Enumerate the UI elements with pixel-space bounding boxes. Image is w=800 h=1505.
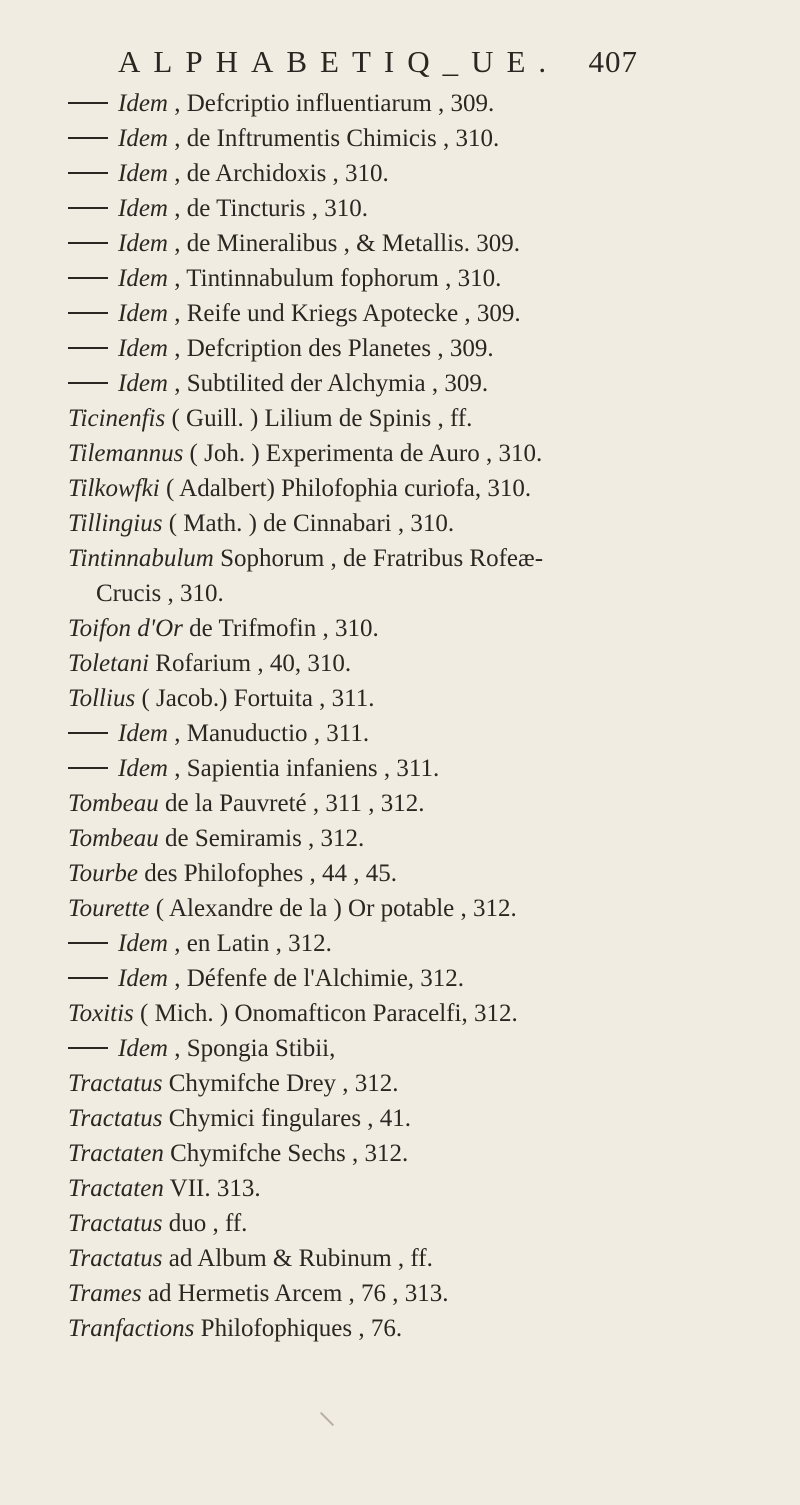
entry-text: , Defcriptio influentiarum , 309. [174,90,495,117]
index-entry [68,1276,768,1311]
index-entry [68,191,768,226]
entry-text: , Subtilited der Alchymia , 309. [174,370,489,397]
index-entry [68,786,768,821]
entry-text: duo , ff. [168,1210,248,1237]
entry-text: de Semiramis , 312. [165,825,365,852]
entry-headword: Ticinenfis [68,405,166,432]
entry-text: , de Tincturis , 310. [174,195,369,222]
index-entry [68,926,768,961]
entry-text: ( Adalbert) Philofophia curiofa, 310. [165,475,532,502]
index-entry [68,891,768,926]
index-entry [68,156,768,191]
entry-headword: Idem [118,265,168,292]
ditto-dash [68,382,108,384]
entry-headword: Idem [118,160,168,187]
running-header [118,44,638,84]
paper-mark [320,1412,334,1426]
index-entry [68,436,768,471]
entry-text: de la Pauvreté , 311 , 312. [165,790,425,817]
entry-headword: Tourette [68,895,150,922]
entry-text: Rofarium , 40, 310. [155,650,352,677]
entry-text: ( Alexandre de la ) Or potable , 312. [155,895,517,922]
ditto-dash [68,312,108,314]
index-entry [68,1206,768,1241]
entry-text: VII. 313. [169,1175,261,1202]
index-entry [68,506,768,541]
ditto-dash [68,767,108,769]
entry-text: des Philofophes , 44 , 45. [144,860,397,887]
entry-text: , Manuductio , 311. [174,720,370,747]
index-entry [68,821,768,856]
index-entry [68,366,768,401]
ditto-dash [68,1047,108,1049]
entry-headword: Tollius [68,685,136,712]
entry-headword: Tilemannus [68,440,184,467]
entry-text: ( Guill. ) Lilium de Spinis , ff. [171,405,473,432]
entry-headword: Toxitis [68,1000,134,1027]
entry-text: ( Math. ) de Cinnabari , 310. [168,510,455,537]
index-entry [68,226,768,261]
page-number: 407 [588,44,638,79]
entry-text: , Defcription des Planetes , 309. [174,335,494,362]
entry-text: Chymifche Sechs , 312. [170,1140,409,1167]
ditto-dash [68,102,108,104]
index-entry [68,1311,768,1346]
index-entry [68,716,768,751]
ditto-dash [68,347,108,349]
entry-text: , Reife und Kriegs Apotecke , 309. [174,300,521,327]
entry-continuation: Crucis , 310. [96,580,224,607]
entry-headword: Idem [118,230,168,257]
entry-headword: Toletani [68,650,150,677]
entry-text: Sophorum , de Fratribus Rofeæ- [220,545,544,572]
entry-text: , en Latin , 312. [174,930,332,957]
entry-text: , de Archidoxis , 310. [174,160,389,187]
index-entry [68,751,768,786]
entry-headword: Tractaten [68,1140,164,1167]
entry-headword: Idem [118,335,168,362]
index-entry [68,86,768,121]
ditto-dash [68,172,108,174]
entry-headword: Idem [118,755,168,782]
entry-headword: Tranfactions [68,1315,195,1342]
entry-text: ( Mich. ) Onomafticon Paracelfi, 312. [140,1000,518,1027]
entry-headword: Idem [118,90,168,117]
entry-headword: Tractatus [68,1070,163,1097]
ditto-dash [68,242,108,244]
ditto-dash [68,977,108,979]
ditto-dash [68,277,108,279]
header-title: ALPHABETIQ_UE. [118,44,560,79]
entry-headword: Idem [118,300,168,327]
entry-headword: Idem [118,370,168,397]
entry-text: Philofophiques , 76. [200,1315,403,1342]
entry-headword: Idem [118,1035,168,1062]
index-entry [68,681,768,716]
entry-headword: Toifon d'Or [68,615,183,642]
index-entry [68,1171,768,1206]
entry-headword: Tillingius [68,510,163,537]
entry-text: , Spongia Stibii, [174,1035,336,1062]
index-entry [68,1031,768,1066]
entry-text: de Trifmofin , 310. [189,615,379,642]
entry-text: , de Mineralibus , & Metallis. 309. [174,230,521,257]
index-entry [68,646,768,681]
entry-text: ( Joh. ) Experimenta de Auro , 310. [189,440,543,467]
entry-headword: Idem [118,965,168,992]
entry-text: , de Inftrumentis Chimicis , 310. [174,125,500,152]
entry-text: ad Hermetis Arcem , 76 , 313. [147,1280,449,1307]
entry-headword: Tractaten [68,1175,164,1202]
ditto-dash [68,137,108,139]
index-entry [68,471,768,506]
entry-headword: Tombeau [68,825,159,852]
index-entry [68,856,768,891]
entry-headword: Tourbe [68,860,138,887]
entry-headword: Idem [118,125,168,152]
entry-headword: Trames [68,1280,142,1307]
index-entries [68,86,768,1346]
index-entry [68,401,768,436]
entry-text: Chymici fingulares , 41. [168,1105,412,1132]
ditto-dash [68,732,108,734]
index-entry [68,961,768,996]
entry-text: ( Jacob.) Fortuita , 311. [141,685,375,712]
entry-headword: Tombeau [68,790,159,817]
entry-text: ad Album & Rubinum , ff. [168,1245,433,1272]
index-entry [68,261,768,296]
entry-headword: Idem [118,720,168,747]
entry-headword: Tintinnabulum [68,545,214,572]
index-entry [68,1101,768,1136]
index-entry [68,331,768,366]
entry-text: , Défenfe de l'Alchimie, 312. [174,965,465,992]
entry-headword: Tractatus [68,1210,163,1237]
entry-headword: Tractatus [68,1105,163,1132]
index-entry [68,611,768,646]
entry-text: , Tintinnabulum fophorum , 310. [174,265,502,292]
entry-headword: Idem [118,195,168,222]
index-entry [68,1136,768,1171]
entry-headword: Idem [118,930,168,957]
index-entry [68,296,768,331]
index-entry [68,121,768,156]
entry-text: Chymifche Drey , 312. [168,1070,399,1097]
index-entry [68,996,768,1031]
index-entry [68,541,768,611]
index-entry [68,1066,768,1101]
index-entry [68,1241,768,1276]
entry-text: , Sapientia infaniens , 311. [174,755,440,782]
entry-headword: Tilkowfki [68,475,160,502]
ditto-dash [68,942,108,944]
ditto-dash [68,207,108,209]
entry-headword: Tractatus [68,1245,163,1272]
